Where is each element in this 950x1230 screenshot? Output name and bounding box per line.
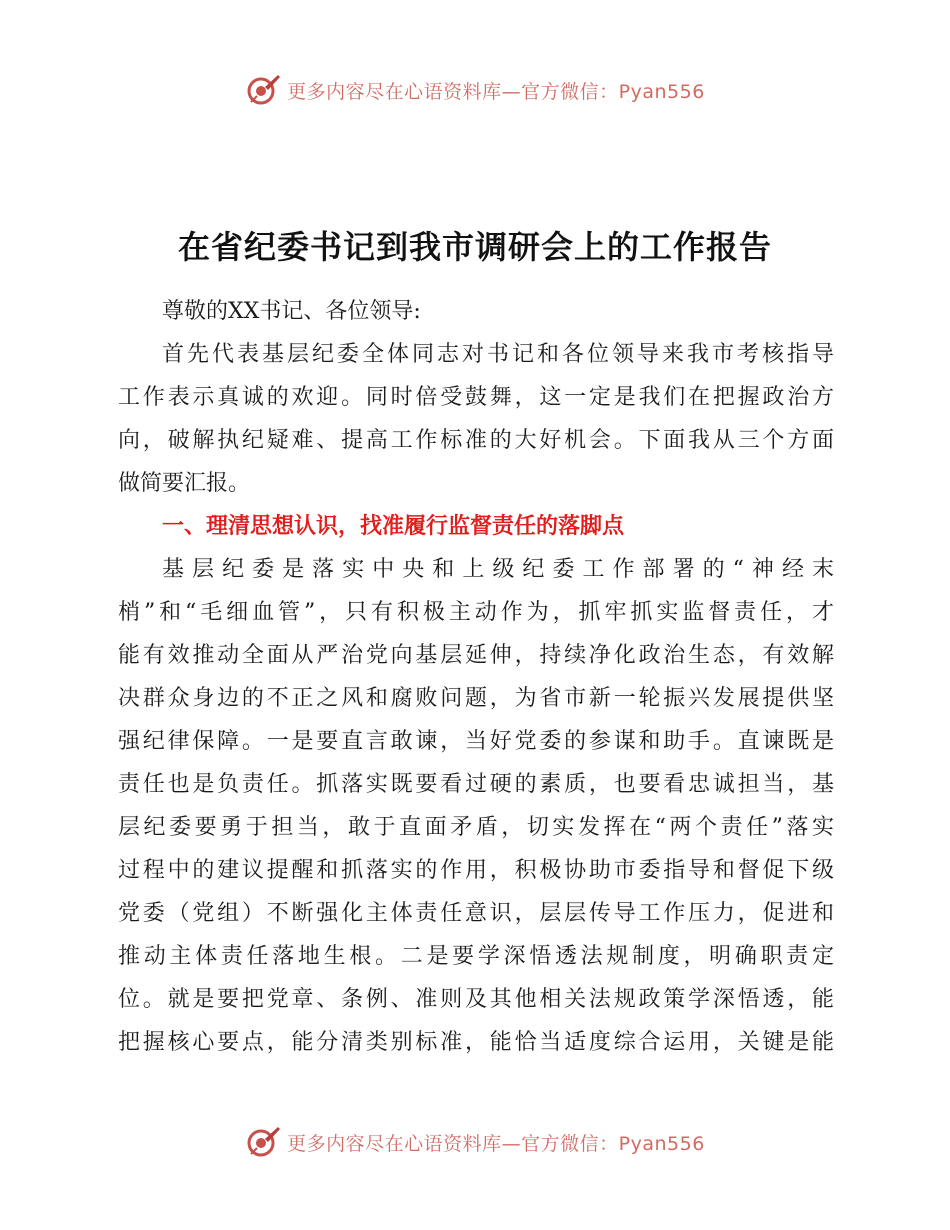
section-line: 层纪委要勇于担当，敢于直面矛盾，切实发挥在“两个责任”落实 bbox=[118, 815, 834, 840]
intro-line: 工作表示真诚的欢迎。同时倍受鼓舞，这一定是我们在把握政治方 bbox=[118, 385, 834, 410]
intro-line: 首先代表基层纪委全体同志对书记和各位领导来我市考核指导 bbox=[162, 342, 834, 367]
document-body bbox=[118, 290, 834, 1064]
intro-line: 做简要汇报。 bbox=[118, 471, 251, 496]
section-line: 强纪律保障。一是要直言敢谏，当好党委的参谋和助手。直谏既是 bbox=[118, 729, 834, 754]
footer-watermark bbox=[0, 1122, 950, 1162]
section-line: 位。就是要把党章、条例、准则及其他相关法规政策学深悟透，能 bbox=[118, 987, 834, 1012]
pen-logo-icon bbox=[245, 72, 281, 108]
section-line: 能有效推动全面从严治党向基层延伸，持续净化政治生态，有效解 bbox=[118, 643, 834, 668]
section-line: 推动主体责任落地生根。二是要学深悟透法规制度，明确职责定 bbox=[118, 944, 834, 969]
document-title: 在省纪委书记到我市调研会上的工作报告 bbox=[177, 228, 772, 266]
salutation: 尊敬的XX书记、各位领导: bbox=[162, 299, 421, 324]
pen-logo-icon bbox=[245, 1124, 281, 1160]
section-heading: 一、理清思想认识，找准履行监督责任的落脚点 bbox=[162, 514, 625, 539]
intro-line: 向，破解执纪疑难、提高工作标准的大好机会。下面我从三个方面 bbox=[118, 428, 834, 453]
section-line: 把握核心要点，能分清类别标准，能恰当适度综合运用，关键是能 bbox=[118, 1030, 834, 1055]
section-line: 党委（党组）不断强化主体责任意识，层层传导工作压力，促进和 bbox=[118, 901, 834, 926]
header-watermark bbox=[0, 70, 950, 110]
watermark-text: 更多内容尽在心语资料库—官方微信：Pyan556 bbox=[287, 80, 705, 103]
section-line: 基层纪委是落实中央和上级纪委工作部署的“神经末 bbox=[162, 557, 834, 582]
watermark-text: 更多内容尽在心语资料库—官方微信：Pyan556 bbox=[287, 1132, 705, 1155]
section-line: 过程中的建议提醒和抓落实的作用，积极协助市委指导和督促下级 bbox=[118, 858, 834, 883]
section-line: 梢”和“毛细血管”，只有积极主动作为，抓牢抓实监督责任，才 bbox=[118, 600, 834, 625]
section-line: 决群众身边的不正之风和腐败问题，为省市新一轮振兴发展提供坚 bbox=[118, 686, 834, 711]
section-line: 责任也是负责任。抓落实既要看过硬的素质，也要看忠诚担当，基 bbox=[118, 772, 834, 797]
